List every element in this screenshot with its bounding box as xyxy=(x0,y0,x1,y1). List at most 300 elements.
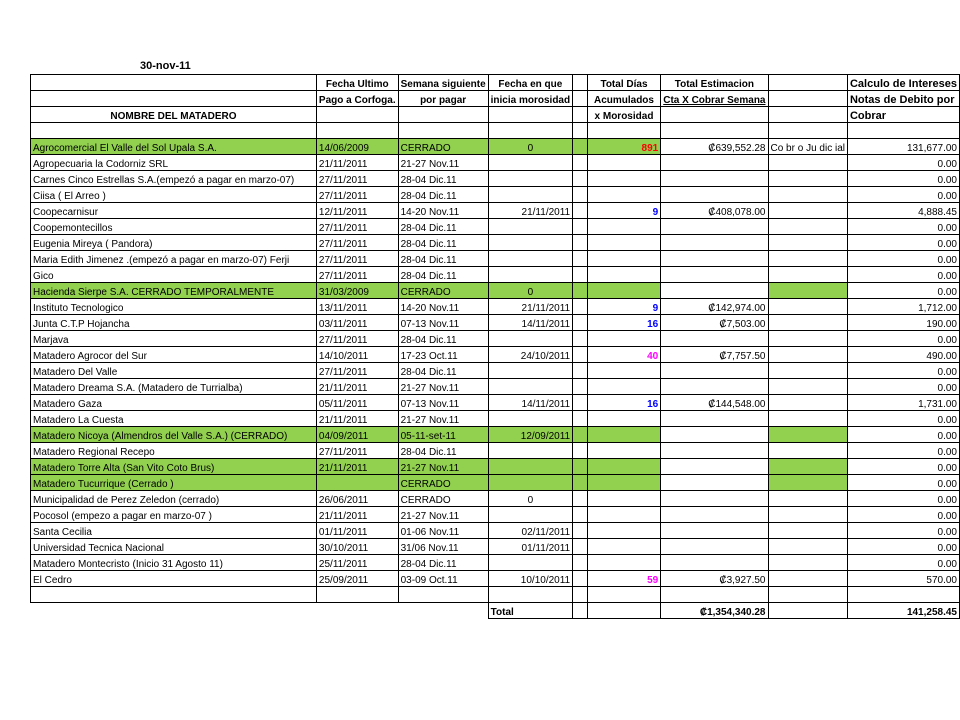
row-fecha-pago: 27/11/2011 xyxy=(316,219,398,235)
row-gap2 xyxy=(768,155,847,171)
row-name: Matadero Del Valle xyxy=(31,363,317,379)
header-total-est: Total Estimacion xyxy=(661,75,768,91)
row-name: Matadero La Cuesta xyxy=(31,411,317,427)
total-interes: 141,258.45 xyxy=(847,603,959,619)
row-name: Junta C.T.P Hojancha xyxy=(31,315,317,331)
row-fecha-mor xyxy=(488,443,572,459)
row-gap2 xyxy=(768,251,847,267)
row-estimacion xyxy=(661,427,768,443)
row-fecha-mor: 0 xyxy=(488,491,572,507)
row-fecha-mor xyxy=(488,155,572,171)
row-fecha-mor: 21/11/2011 xyxy=(488,299,572,315)
row-dias xyxy=(587,555,661,571)
gap xyxy=(587,603,661,619)
table-row xyxy=(31,187,960,203)
row-gap xyxy=(573,187,588,203)
row-gap xyxy=(573,331,588,347)
table-row xyxy=(31,411,960,427)
row-name: Matadero Regional Recepo xyxy=(31,443,317,459)
header-cta-cobrar: Cta X Cobrar Semana xyxy=(661,91,768,107)
row-gap xyxy=(573,411,588,427)
matadero-table xyxy=(30,74,960,619)
row-interes: 0.00 xyxy=(847,379,959,395)
row-fecha-mor xyxy=(488,507,572,523)
row-estimacion xyxy=(661,491,768,507)
row-interes: 1,731.00 xyxy=(847,395,959,411)
row-dias: 59 xyxy=(587,571,661,587)
row-dias: 16 xyxy=(587,315,661,331)
row-estimacion: ₡639,552.28 xyxy=(661,139,768,155)
total-estimacion: ₡1,354,340.28 xyxy=(661,603,768,619)
table-row xyxy=(31,251,960,267)
row-semana: 28-04 Dic.11 xyxy=(398,171,488,187)
row-name: Municipalidad de Perez Zeledon (cerrado) xyxy=(31,491,317,507)
row-dias xyxy=(587,475,661,491)
report-date: 30-nov-11 xyxy=(140,60,191,72)
row-interes: 0.00 xyxy=(847,427,959,443)
row-dias xyxy=(587,491,661,507)
row-estimacion xyxy=(661,363,768,379)
row-semana: 28-04 Dic.11 xyxy=(398,267,488,283)
row-gap xyxy=(573,171,588,187)
row-dias xyxy=(587,171,661,187)
row-interes: 0.00 xyxy=(847,331,959,347)
row-fecha-pago: 25/09/2011 xyxy=(316,571,398,587)
row-interes: 0.00 xyxy=(847,459,959,475)
row-semana: 28-04 Dic.11 xyxy=(398,187,488,203)
row-semana: 21-27 Nov.11 xyxy=(398,411,488,427)
row-fecha-mor xyxy=(488,251,572,267)
row-estimacion xyxy=(661,555,768,571)
row-name: Santa Cecilia xyxy=(31,523,317,539)
row-fecha-pago: 21/11/2011 xyxy=(316,459,398,475)
row-gap2 xyxy=(768,539,847,555)
row-gap2 xyxy=(768,491,847,507)
row-dias xyxy=(587,283,661,299)
row-interes: 570.00 xyxy=(847,571,959,587)
row-gap xyxy=(573,491,588,507)
table-row xyxy=(31,475,960,491)
table-row xyxy=(31,331,960,347)
row-gap xyxy=(573,507,588,523)
row-name: Pocosol (empezo a pagar en marzo-07 ) xyxy=(31,507,317,523)
header-row-3 xyxy=(31,107,960,123)
row-gap xyxy=(573,555,588,571)
row-gap2 xyxy=(768,523,847,539)
row-fecha-pago: 30/10/2011 xyxy=(316,539,398,555)
row-gap xyxy=(573,571,588,587)
header-por-pagar: por pagar xyxy=(398,91,488,107)
row-gap xyxy=(573,155,588,171)
row-gap xyxy=(573,299,588,315)
row-fecha-pago: 12/11/2011 xyxy=(316,203,398,219)
row-fecha-mor xyxy=(488,219,572,235)
row-gap2 xyxy=(768,267,847,283)
row-gap2 xyxy=(768,411,847,427)
row-semana: 21-27 Nov.11 xyxy=(398,155,488,171)
row-name: Agrocomercial El Valle del Sol Upala S.A. xyxy=(31,139,317,155)
row-estimacion xyxy=(661,219,768,235)
row-interes: 0.00 xyxy=(847,539,959,555)
row-interes: 0.00 xyxy=(847,283,959,299)
total-label: Total xyxy=(488,603,572,619)
row-fecha-pago: 21/11/2011 xyxy=(316,155,398,171)
header-row-2 xyxy=(31,91,960,107)
table-row xyxy=(31,363,960,379)
row-estimacion xyxy=(661,187,768,203)
row-name: Gico xyxy=(31,267,317,283)
row-gap2 xyxy=(768,571,847,587)
row-estimacion xyxy=(661,507,768,523)
row-fecha-mor xyxy=(488,411,572,427)
row-interes: 0.00 xyxy=(847,235,959,251)
row-estimacion: ₡144,548.00 xyxy=(661,395,768,411)
row-interes: 0.00 xyxy=(847,251,959,267)
row-dias xyxy=(587,235,661,251)
row-gap xyxy=(573,219,588,235)
header-fecha-ultimo: Fecha Ultimo xyxy=(316,75,398,91)
row-dias xyxy=(587,363,661,379)
row-fecha-mor xyxy=(488,235,572,251)
row-gap2 xyxy=(768,475,847,491)
row-gap2 xyxy=(768,171,847,187)
row-dias xyxy=(587,155,661,171)
row-interes: 0.00 xyxy=(847,443,959,459)
row-interes: 0.00 xyxy=(847,555,959,571)
row-fecha-mor xyxy=(488,267,572,283)
row-semana: 14-20 Nov.11 xyxy=(398,299,488,315)
row-name: Hacienda Sierpe S.A. CERRADO TEMPORALMENTE xyxy=(31,283,317,299)
row-semana: 28-04 Dic.11 xyxy=(398,331,488,347)
row-interes: 190.00 xyxy=(847,315,959,331)
row-gap xyxy=(573,539,588,555)
row-semana: 28-04 Dic.11 xyxy=(398,555,488,571)
row-interes: 0.00 xyxy=(847,507,959,523)
row-note: Co br o Ju dic ial xyxy=(768,139,847,155)
row-gap2 xyxy=(768,363,847,379)
row-gap xyxy=(573,283,588,299)
table-row xyxy=(31,491,960,507)
row-dias xyxy=(587,219,661,235)
table-row xyxy=(31,379,960,395)
table-row xyxy=(31,443,960,459)
row-fecha-mor: 0 xyxy=(488,139,572,155)
row-estimacion xyxy=(661,331,768,347)
spacer-row xyxy=(31,123,960,139)
header-notas-debito: Notas de Debito por xyxy=(847,91,959,107)
row-dias xyxy=(587,523,661,539)
row-semana: CERRADO xyxy=(398,491,488,507)
row-interes: 4,888.45 xyxy=(847,203,959,219)
row-fecha-mor: 02/11/2011 xyxy=(488,523,572,539)
row-semana: 05-11-set-11 xyxy=(398,427,488,443)
table-row xyxy=(31,315,960,331)
table-row xyxy=(31,347,960,363)
row-fecha-pago: 21/11/2011 xyxy=(316,507,398,523)
table-row xyxy=(31,299,960,315)
row-fecha-mor xyxy=(488,363,572,379)
gap xyxy=(31,603,317,619)
row-semana: 28-04 Dic.11 xyxy=(398,363,488,379)
gap xyxy=(768,603,847,619)
row-name: Ciisa ( El Arreo ) xyxy=(31,187,317,203)
table-row xyxy=(31,427,960,443)
header-inicia-morosidad: inicia morosidad xyxy=(488,91,572,107)
row-name: Matadero Nicoya (Almendros del Valle S.A.) (CERRADO) xyxy=(31,427,317,443)
row-fecha-pago: 27/11/2011 xyxy=(316,363,398,379)
row-interes: 0.00 xyxy=(847,475,959,491)
row-estimacion xyxy=(661,443,768,459)
row-fecha-mor xyxy=(488,459,572,475)
row-semana: 14-20 Nov.11 xyxy=(398,203,488,219)
row-name: Matadero Montecristo (Inicio 31 Agosto 11) xyxy=(31,555,317,571)
header-nombre-matadero: NOMBRE DEL MATADERO xyxy=(31,107,317,123)
row-name: Matadero Agrocor del Sur xyxy=(31,347,317,363)
row-gap2 xyxy=(768,379,847,395)
row-fecha-mor xyxy=(488,187,572,203)
table-row xyxy=(31,555,960,571)
row-semana: 28-04 Dic.11 xyxy=(398,443,488,459)
row-interes: 0.00 xyxy=(847,523,959,539)
row-estimacion xyxy=(661,155,768,171)
row-gap xyxy=(573,315,588,331)
row-name: Matadero Gaza xyxy=(31,395,317,411)
row-interes: 0.00 xyxy=(847,411,959,427)
row-semana: 31/06 Nov.11 xyxy=(398,539,488,555)
row-interes: 0.00 xyxy=(847,219,959,235)
row-fecha-pago: 27/11/2011 xyxy=(316,171,398,187)
row-fecha-pago: 21/11/2011 xyxy=(316,379,398,395)
row-dias xyxy=(587,267,661,283)
table-row xyxy=(31,155,960,171)
table-row xyxy=(31,395,960,411)
table-row xyxy=(31,539,960,555)
row-estimacion xyxy=(661,235,768,251)
row-interes: 0.00 xyxy=(847,491,959,507)
row-dias xyxy=(587,187,661,203)
header-row-1 xyxy=(31,75,960,91)
row-interes: 0.00 xyxy=(847,187,959,203)
row-dias: 9 xyxy=(587,299,661,315)
header-cobrar: Cobrar xyxy=(847,107,959,123)
table-row xyxy=(31,571,960,587)
row-name: Coopecarnisur xyxy=(31,203,317,219)
row-gap xyxy=(573,203,588,219)
gap xyxy=(316,603,398,619)
row-fecha-pago: 14/06/2009 xyxy=(316,139,398,155)
row-fecha-mor: 21/11/2011 xyxy=(488,203,572,219)
row-dias: 16 xyxy=(587,395,661,411)
row-gap2 xyxy=(768,395,847,411)
row-dias: 9 xyxy=(587,203,661,219)
row-fecha-mor: 01/11/2011 xyxy=(488,539,572,555)
row-fecha-pago: 27/11/2011 xyxy=(316,443,398,459)
row-dias xyxy=(587,411,661,427)
row-gap xyxy=(573,395,588,411)
row-estimacion xyxy=(661,267,768,283)
row-name: Instituto Tecnologico xyxy=(31,299,317,315)
row-fecha-pago: 21/11/2011 xyxy=(316,411,398,427)
row-fecha-pago: 26/06/2011 xyxy=(316,491,398,507)
row-gap xyxy=(573,443,588,459)
row-gap xyxy=(573,347,588,363)
gap xyxy=(573,603,588,619)
row-dias xyxy=(587,443,661,459)
row-gap xyxy=(573,523,588,539)
row-gap2 xyxy=(768,347,847,363)
row-interes: 0.00 xyxy=(847,267,959,283)
row-semana: CERRADO xyxy=(398,139,488,155)
row-name: Eugenia Mireya ( Pandora) xyxy=(31,235,317,251)
row-interes: 0.00 xyxy=(847,363,959,379)
row-gap xyxy=(573,251,588,267)
row-fecha-pago: 31/03/2009 xyxy=(316,283,398,299)
row-gap xyxy=(573,475,588,491)
row-semana: 07-13 Nov.11 xyxy=(398,395,488,411)
row-semana: 21-27 Nov.11 xyxy=(398,459,488,475)
row-gap xyxy=(573,379,588,395)
row-gap xyxy=(573,267,588,283)
row-gap2 xyxy=(768,331,847,347)
row-fecha-pago: 27/11/2011 xyxy=(316,251,398,267)
row-dias xyxy=(587,459,661,475)
row-fecha-mor: 10/10/2011 xyxy=(488,571,572,587)
row-semana: 17-23 Oct.11 xyxy=(398,347,488,363)
row-fecha-mor: 14/11/2011 xyxy=(488,315,572,331)
row-gap2 xyxy=(768,219,847,235)
row-fecha-mor xyxy=(488,171,572,187)
row-gap xyxy=(573,427,588,443)
table-row xyxy=(31,171,960,187)
row-name: Coopemontecillos xyxy=(31,219,317,235)
row-fecha-pago: 27/11/2011 xyxy=(316,331,398,347)
table-row xyxy=(31,235,960,251)
row-fecha-pago: 13/11/2011 xyxy=(316,299,398,315)
row-fecha-pago: 25/11/2011 xyxy=(316,555,398,571)
row-semana: 01-06 Nov.11 xyxy=(398,523,488,539)
row-dias xyxy=(587,251,661,267)
row-estimacion: ₡408,078.00 xyxy=(661,203,768,219)
row-estimacion xyxy=(661,379,768,395)
table-row xyxy=(31,203,960,219)
row-estimacion xyxy=(661,523,768,539)
header-calculo: Calculo de Intereses xyxy=(847,75,959,91)
row-dias xyxy=(587,379,661,395)
row-dias xyxy=(587,331,661,347)
row-semana: 21-27 Nov.11 xyxy=(398,379,488,395)
spacer-row xyxy=(31,587,960,603)
row-fecha-mor xyxy=(488,475,572,491)
row-semana: 21-27 Nov.11 xyxy=(398,507,488,523)
row-semana: 03-09 Oct.11 xyxy=(398,571,488,587)
row-name: Maria Edith Jimenez .(empezó a pagar en marzo-07) Ferji xyxy=(31,251,317,267)
table-row-first xyxy=(31,139,960,155)
row-dias: 891 xyxy=(587,139,661,155)
row-estimacion: ₡142,974.00 xyxy=(661,299,768,315)
row-fecha-pago: 05/11/2011 xyxy=(316,395,398,411)
row-gap xyxy=(573,363,588,379)
row-fecha-pago: 27/11/2011 xyxy=(316,267,398,283)
header-acumulados: Acumulados xyxy=(587,91,661,107)
row-gap2 xyxy=(768,299,847,315)
total-row xyxy=(31,603,960,619)
row-fecha-mor xyxy=(488,331,572,347)
row-gap2 xyxy=(768,459,847,475)
table-row xyxy=(31,267,960,283)
row-estimacion xyxy=(661,475,768,491)
row-gap2 xyxy=(768,203,847,219)
row-fecha-mor: 12/09/2011 xyxy=(488,427,572,443)
row-gap2 xyxy=(768,443,847,459)
row-fecha-pago: 27/11/2011 xyxy=(316,187,398,203)
row-estimacion xyxy=(661,283,768,299)
row-estimacion xyxy=(661,251,768,267)
row-gap2 xyxy=(768,187,847,203)
table-row xyxy=(31,219,960,235)
row-estimacion: ₡3,927.50 xyxy=(661,571,768,587)
row-interes: 1,712.00 xyxy=(847,299,959,315)
row-name: Universidad Tecnica Nacional xyxy=(31,539,317,555)
row-name: Matadero Dreama S.A. (Matadero de Turrialba) xyxy=(31,379,317,395)
row-gap2 xyxy=(768,427,847,443)
row-estimacion xyxy=(661,171,768,187)
row-gap2 xyxy=(768,315,847,331)
row-dias xyxy=(587,539,661,555)
row-fecha-mor xyxy=(488,379,572,395)
row-semana: CERRADO xyxy=(398,475,488,491)
row-semana: 07-13 Nov.11 xyxy=(398,315,488,331)
row-fecha-mor: 14/11/2011 xyxy=(488,395,572,411)
row-semana: 28-04 Dic.11 xyxy=(398,235,488,251)
row-name: Agropecuaria la Codorniz SRL xyxy=(31,155,317,171)
row-interes: 0.00 xyxy=(847,155,959,171)
table-row xyxy=(31,283,960,299)
row-dias xyxy=(587,427,661,443)
row-fecha-pago: 14/10/2011 xyxy=(316,347,398,363)
row-interes: 0.00 xyxy=(847,171,959,187)
row-fecha-mor xyxy=(488,555,572,571)
row-estimacion xyxy=(661,459,768,475)
row-fecha-pago: 27/11/2011 xyxy=(316,235,398,251)
header-x-morosidad: x Morosidad xyxy=(587,107,661,123)
row-gap2 xyxy=(768,283,847,299)
row-estimacion xyxy=(661,539,768,555)
header-total-dias: Total Días xyxy=(587,75,661,91)
table-row xyxy=(31,507,960,523)
row-estimacion: ₡7,503.00 xyxy=(661,315,768,331)
row-gap2 xyxy=(768,555,847,571)
row-interes: 490.00 xyxy=(847,347,959,363)
row-semana: 28-04 Dic.11 xyxy=(398,219,488,235)
row-name: El Cedro xyxy=(31,571,317,587)
row-fecha-pago: 03/11/2011 xyxy=(316,315,398,331)
row-dias xyxy=(587,507,661,523)
row-name: Matadero Torre Alta (San Vito Coto Brus) xyxy=(31,459,317,475)
row-fecha-pago: 04/09/2011 xyxy=(316,427,398,443)
row-interes: 131,677.00 xyxy=(847,139,959,155)
row-gap2 xyxy=(768,235,847,251)
row-name: Marjava xyxy=(31,331,317,347)
table-row xyxy=(31,459,960,475)
row-gap xyxy=(573,459,588,475)
row-gap xyxy=(573,235,588,251)
row-fecha-mor: 0 xyxy=(488,283,572,299)
row-semana: 28-04 Dic.11 xyxy=(398,251,488,267)
row-fecha-pago: 01/11/2011 xyxy=(316,523,398,539)
row-fecha-mor: 24/10/2011 xyxy=(488,347,572,363)
header-pago-corfoga: Pago a Corfoga. xyxy=(316,91,398,107)
row-gap2 xyxy=(768,507,847,523)
